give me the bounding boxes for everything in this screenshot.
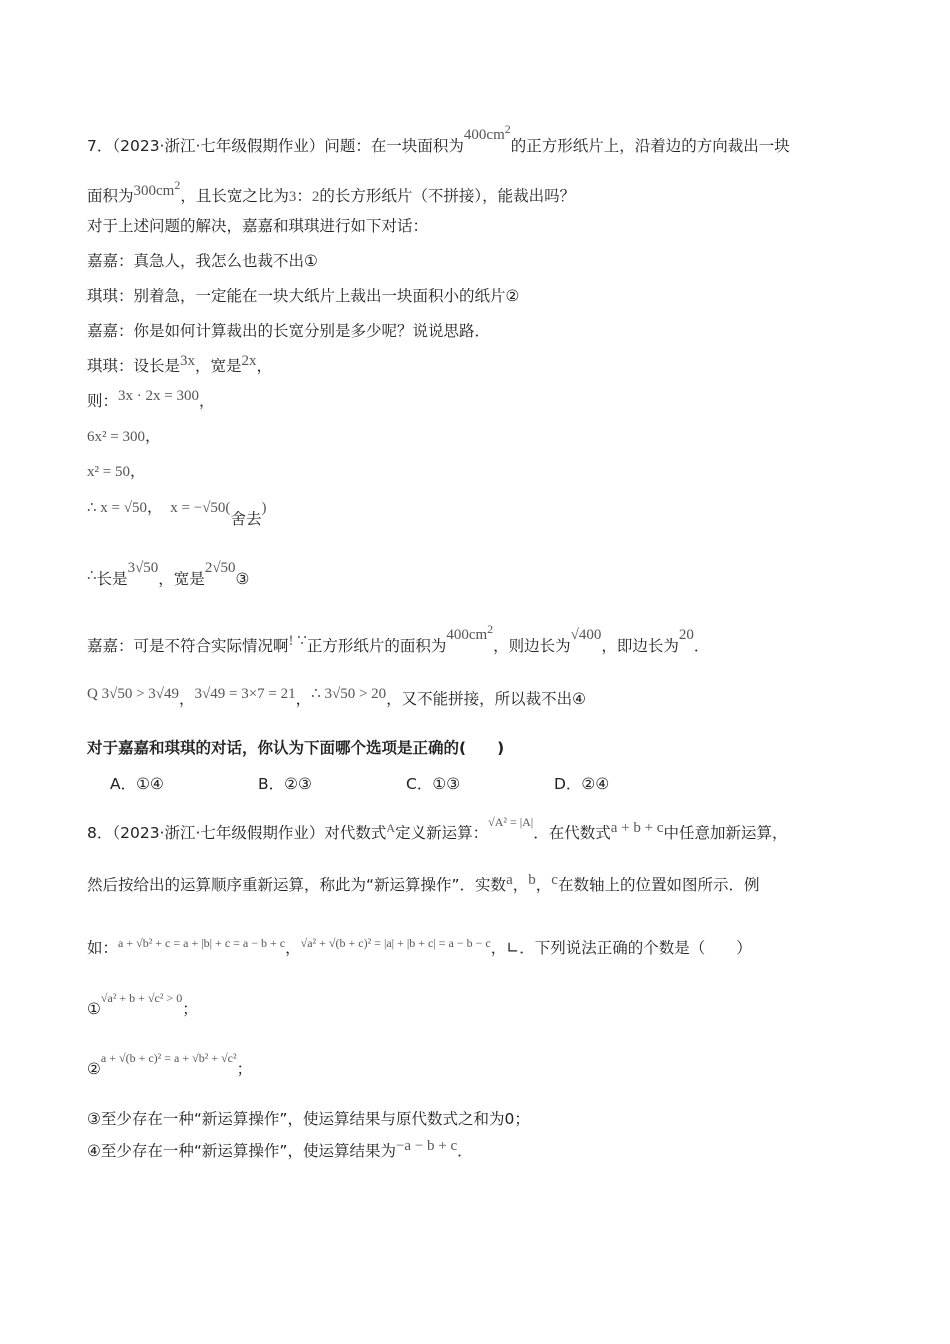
q7-line-6: 嘉嘉：你是如何计算裁出的长宽分别是多少呢？说说思路．	[87, 322, 491, 340]
option-c[interactable]: C．①③	[406, 775, 461, 793]
q8-line-2: 然后按给出的运算顺序重新运算，称此为“新运算操作”．实数a，b，c在数轴上的位置如图所示．例	[87, 872, 760, 894]
q7-jiajia: 嘉嘉：可是不符合实际情况啊! ∵正方形纸片的面积为$400cm^2$，则边长为√400，即边长为20．	[87, 622, 710, 655]
q7-line-5: 琪琪：别着急，一定能在一块大纸片上裁出一块面积小的纸片②	[87, 287, 520, 305]
option-b[interactable]: B．②③	[258, 775, 312, 793]
option-a[interactable]: A．①④	[110, 775, 164, 793]
q7-eq-1: 则：3x · 2x = 300，	[87, 388, 215, 410]
q7-eq-2: 6x² = 300，	[87, 427, 161, 445]
q7-solution: ∴ x = √50， x = −√50(舍去)	[87, 498, 267, 528]
q8-statement-4: ④至少存在一种“新运算操作”，使运算结果为−a − b + c．	[87, 1138, 473, 1160]
option-d[interactable]: D．②④	[554, 775, 610, 793]
q7-line-4: 嘉嘉：真急人，我怎么也裁不出①	[87, 252, 318, 270]
q8-line-3: 如：$^{a + √b^2 + c = a + |b| + c = a - b + c}$，$^{√a^2 + √(b + c)^2 = |a| + |b + c| = a - b - c}$，∟．下列说法正确的个数是（ ）	[87, 936, 752, 957]
q8-line-1: 8．（2023·浙江·七年级假期作业）对代数式$^A$定义新运算：$^{√A^2 = |A|}$．在代数式a + b + c中任意加新运算，	[87, 815, 788, 842]
q7-line-3: 对于上述问题的解决，嘉嘉和琪琪进行如下对话：	[87, 217, 429, 235]
q7-ask: 对于嘉嘉和琪琪的对话，你认为下面哪个选项是正确的( )	[87, 739, 505, 757]
q8-statement-2: ②$^{a + √(b + c)^2 = a + √b^2 + √c^2}$；	[87, 1051, 253, 1078]
area-big: $400cm^2$	[463, 122, 511, 143]
q7-line-1: 7．（2023·浙江·七年级假期作业）问题：在一块面积为$400cm^2$的正方形纸片上，沿着边的方向裁出一块	[87, 122, 790, 155]
q7-eq-3: x² = 50，	[87, 462, 146, 480]
q7-line-7: 琪琪：设长是3x，宽是2x，	[87, 353, 273, 375]
q8-statement-3: ③至少存在一种“新运算操作”，使运算结果与原代数式之和为0；	[87, 1110, 530, 1128]
q8-statement-1: ①$^{√a^2 + b + √c^2 > 0}$；	[87, 991, 198, 1018]
q7-result: ∴长是3√50，宽是2√50③	[87, 560, 250, 588]
area-small: $300cm^2$	[133, 178, 181, 199]
q7-line-2: 面积为$300cm^2$，且长宽之比为3：2的长方形纸片（不拼接），能裁出吗？	[87, 178, 576, 205]
q7-options	[110, 773, 702, 795]
q7-compare: Q 3√50 > 3√49，3√49 = 3×7 = 21，∴ 3√50 > 20，又不能拼接，所以裁不出④	[87, 686, 587, 708]
